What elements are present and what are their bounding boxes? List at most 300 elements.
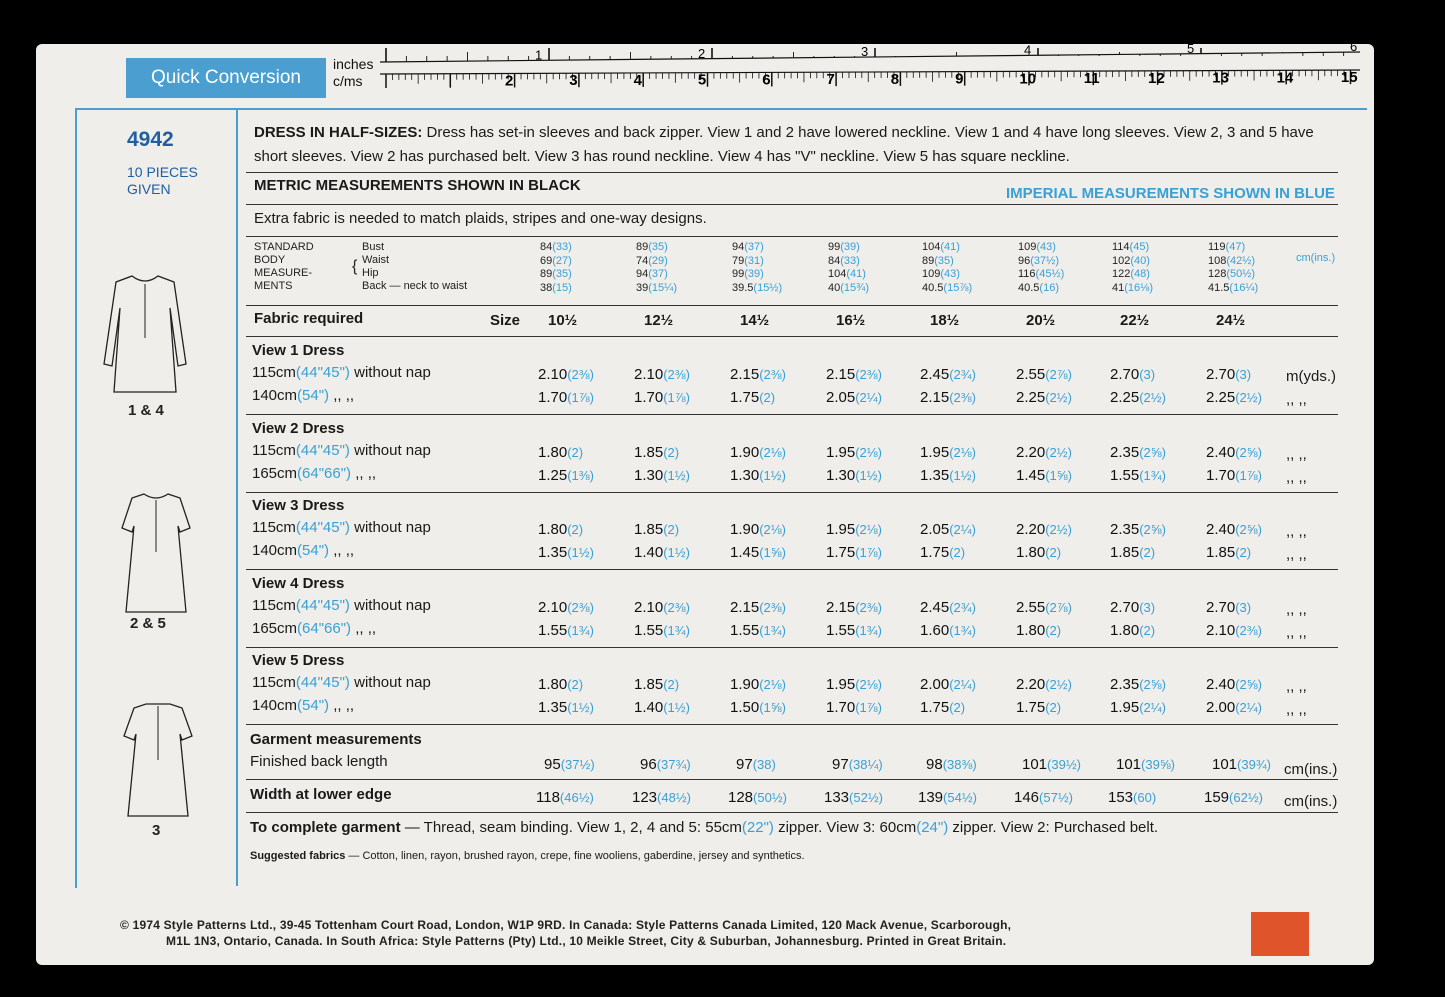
fabric-amount: [826, 676, 882, 693]
ruler-cm-label: 11: [1083, 70, 1100, 88]
fabric-amount-ins: (2): [949, 545, 966, 560]
fabric-width-label: [252, 542, 354, 559]
fabric-amount-ins: (2): [567, 444, 584, 460]
pieces-line: 10 PIECES: [127, 164, 198, 180]
divider: [246, 414, 1338, 415]
fabric-amount-cm: 2.70: [1206, 598, 1236, 616]
standard-value: [732, 282, 782, 295]
fabric-amount-cm: 1.30: [730, 466, 760, 484]
standard-value: [636, 255, 668, 268]
fabric-amount-cm: 1.90: [730, 443, 760, 461]
ruler-cm-label: 8: [890, 70, 900, 88]
fabric-width-label: [252, 387, 354, 404]
fabric-amount: [1206, 699, 1262, 716]
description-title: DRESS IN HALF-SIZES:: [254, 124, 423, 141]
fabric-amount-cm: 1.85: [634, 443, 664, 461]
fabric-amount-ins: (2¼): [1235, 700, 1262, 715]
standard-value-cm: 40: [828, 281, 841, 294]
dress-sketch-short-sleeve: [118, 488, 194, 616]
width-lower-value-cm: 118: [536, 789, 560, 806]
unit-label: cm(ins.): [1284, 793, 1338, 810]
unit-label: cm(ins.): [1284, 761, 1338, 778]
width-lower-value-ins: (50½): [753, 790, 787, 805]
fabric-amount: [634, 544, 690, 561]
fabric-amount-cm: 2.25: [1016, 389, 1046, 406]
size-header: 24½: [1216, 312, 1246, 329]
standard-value-cm: 122: [1112, 268, 1131, 280]
fabric-amount: [1110, 676, 1166, 693]
fabric-amount: [1206, 544, 1251, 561]
size-header: 14½: [740, 312, 770, 329]
fabric-width-cm: 115cm: [252, 674, 296, 691]
pieces-given: [127, 164, 198, 198]
nap-note: without nap: [349, 596, 431, 614]
standard-value: [1208, 241, 1245, 254]
nap-note: ,, ,,: [329, 697, 355, 714]
standard-value-ins: (35): [934, 254, 954, 267]
suggested-fabrics: [250, 850, 805, 862]
width-lower-value-ins: (46½): [559, 790, 594, 805]
back-length-value-ins: (39¾): [1237, 757, 1271, 772]
fabric-amount-ins: (2): [567, 522, 584, 537]
fabric-amount: [1016, 366, 1072, 383]
standard-value-cm: 41.5: [1208, 281, 1230, 294]
standard-value: [922, 268, 960, 281]
fabric-amount-ins: (2): [567, 677, 584, 692]
nap-note: without nap: [349, 441, 431, 459]
fabric-amount: [1206, 366, 1251, 383]
fabric-amount-cm: 1.45: [730, 544, 760, 561]
back-length-value-cm: 96: [640, 756, 657, 773]
width-lower-value-cm: 123: [632, 789, 658, 806]
fabric-amount: [920, 699, 965, 716]
fabric-width-ins: (54"): [297, 697, 330, 714]
fabric-width-label: [252, 519, 431, 536]
fabric-amount: [1206, 467, 1262, 484]
fabric-amount: [1206, 521, 1262, 538]
standard-value: [732, 255, 764, 268]
fabric-amount-cm: 2.00: [920, 676, 950, 693]
fabric-amount-cm: 2.10: [538, 598, 568, 616]
fabric-amount-ins: (2): [1139, 545, 1156, 560]
fabric-amount-ins: (2½): [1045, 444, 1072, 460]
fabric-amount-ins: (2⅛): [759, 444, 786, 460]
fabric-amount-ins: (1¾): [567, 622, 594, 638]
fabric-amount: [538, 467, 594, 484]
standard-value-cm: 89: [636, 241, 649, 253]
standard-value-cm: 96: [1018, 254, 1031, 267]
fabric-amount-cm: 2.10: [1206, 621, 1236, 639]
standard-value-cm: 40.5: [1018, 281, 1040, 294]
fabric-amount: [1016, 599, 1072, 616]
fabric-amount: [538, 366, 594, 383]
fabric-width-cm: 140cm: [252, 387, 298, 404]
fabric-amount: [920, 521, 976, 538]
fabric-amount: [920, 622, 976, 639]
ruler-inch-label: 4: [1024, 42, 1032, 58]
fabric-amount: [920, 676, 976, 693]
fabric-amount: [1016, 544, 1061, 561]
standard-value: [828, 268, 866, 281]
standard-value-cm: 84: [828, 254, 841, 267]
fabric-amount-cm: 1.35: [920, 466, 950, 484]
standard-value-cm: 84: [540, 241, 553, 253]
fabric-amount-cm: 1.30: [826, 466, 856, 484]
fabric-amount-cm: 2.20: [1016, 521, 1046, 538]
ruler-inch-label: 1: [535, 47, 543, 63]
standard-value-ins: (39): [744, 268, 764, 280]
standard-value-ins: (47): [1225, 241, 1246, 253]
fabric-amount-cm: 1.90: [730, 676, 760, 693]
fabric-width-cm: 115cm: [252, 441, 296, 459]
fabric-amount-cm: 1.45: [1016, 466, 1046, 484]
width-lower-value: [824, 789, 883, 806]
unit-label: ,, ,,: [1286, 523, 1307, 540]
divider: [246, 336, 1338, 337]
ruler-inch-label: 2: [698, 45, 706, 61]
fabric-required-label: Fabric required: [254, 310, 364, 327]
fabric-amount-cm: 1.95: [920, 443, 950, 461]
fabric-amount-ins: (1½): [567, 545, 594, 560]
fabric-amount-cm: 1.55: [1110, 466, 1140, 484]
standard-value-ins: (29): [648, 254, 668, 267]
fabric-amount: [1110, 699, 1166, 716]
fabric-amount-cm: 1.85: [634, 521, 664, 538]
unit-label: ,, ,,: [1286, 701, 1307, 718]
ruler-cm-label: 4: [633, 71, 642, 89]
unit-label: ,, ,,: [1286, 623, 1307, 641]
fabric-amount: [826, 521, 882, 538]
standard-row-label: Bust: [362, 241, 385, 253]
back-length-value-cm: 97: [736, 756, 753, 773]
fabric-amount-ins: (2): [1235, 545, 1252, 560]
standard-value-cm: 119: [1208, 241, 1226, 253]
fabric-width-label: [252, 597, 431, 614]
fabric-amount-ins: (2): [759, 390, 776, 405]
fabric-amount: [1016, 622, 1061, 639]
standard-row-label: Waist: [362, 254, 390, 266]
fabric-width-ins: (44"45"): [295, 441, 350, 459]
back-length-value-cm: 98: [926, 756, 943, 773]
ruler-cm-label: 2: [505, 72, 514, 90]
fabric-amount-ins: (2⅛): [949, 444, 976, 460]
width-lower-value-cm: 146: [1014, 789, 1040, 806]
fabric-amount-cm: 1.80: [1016, 544, 1046, 561]
fabric-amount-cm: 1.75: [920, 699, 950, 716]
suggested-text: — Cotton, linen, rayon, brushed rayon, crepe, fine wooliens, gaberdine, jersey and synthetics.: [345, 850, 805, 862]
standard-value-ins: (15¼): [648, 281, 677, 294]
standard-row-label: Hip: [362, 267, 379, 279]
fabric-amount: [730, 444, 786, 461]
fabric-width-ins: (44"45"): [295, 674, 350, 691]
fabric-amount-cm: 2.25: [1110, 389, 1140, 406]
metric-heading: METRIC MEASUREMENTS SHOWN IN BLACK: [254, 177, 581, 194]
fabric-amount: [920, 544, 965, 561]
fabric-amount-cm: 1.95: [826, 676, 856, 693]
width-lower-value-cm: 128: [728, 789, 754, 806]
fabric-amount: [1016, 389, 1072, 406]
standard-label: [254, 241, 314, 293]
fabric-amount-cm: 1.95: [826, 521, 856, 538]
fabric-amount-ins: (2⅜): [759, 367, 786, 382]
view-title: View 1 Dress: [252, 342, 345, 359]
standard-value-cm: 116: [1018, 268, 1036, 280]
back-length-value-cm: 101: [1116, 756, 1142, 773]
fabric-amount: [1206, 599, 1251, 616]
fabric-amount-ins: (2⅜): [663, 367, 690, 382]
standard-value-ins: (35): [552, 268, 572, 280]
standard-value-cm: 79: [732, 254, 745, 267]
fabric-amount-ins: (2): [1045, 545, 1062, 560]
fabric-amount-ins: (2): [1045, 622, 1062, 638]
brace: {: [352, 258, 358, 275]
fabric-amount: [1110, 521, 1166, 538]
fabric-amount-cm: 2.70: [1110, 366, 1140, 383]
fabric-width-cm: 165cm: [252, 464, 298, 482]
standard-value: [828, 255, 860, 268]
standard-value: [540, 241, 572, 254]
standard-value-ins: (41): [940, 241, 960, 253]
size-header: 22½: [1120, 312, 1150, 329]
fabric-width-cm: 140cm: [252, 542, 298, 559]
fabric-amount: [634, 366, 690, 383]
fabric-amount-cm: 1.85: [1206, 544, 1236, 561]
fabric-amount-cm: 2.35: [1110, 521, 1140, 538]
standard-value-ins: (45½): [1035, 268, 1065, 280]
view-label: 2 & 5: [130, 615, 166, 632]
standard-value: [636, 282, 677, 295]
fabric-amount: [1016, 676, 1072, 693]
fabric-amount-cm: 1.70: [538, 389, 568, 406]
width-lower-value-ins: (57½): [1039, 790, 1073, 805]
standard-value-ins: (39): [840, 241, 860, 253]
fabric-amount-cm: 2.70: [1110, 598, 1140, 616]
standard-label-line: BODY: [254, 254, 286, 266]
fabric-amount-cm: 2.15: [826, 598, 856, 616]
size-header: 18½: [930, 312, 960, 329]
fabric-amount-ins: (2¼): [855, 390, 882, 405]
back-length-value: [832, 756, 883, 773]
fabric-amount: [1110, 599, 1155, 616]
fabric-amount-cm: 1.75: [730, 389, 760, 406]
divider: [246, 724, 1338, 725]
back-length-value-ins: (39½): [1047, 757, 1081, 772]
divider: [246, 204, 1338, 205]
standard-value-cm: 109: [1018, 241, 1037, 253]
fabric-width-ins: (44"45"): [295, 364, 350, 381]
back-length-value: [1022, 756, 1081, 773]
fabric-amount-cm: 1.80: [538, 521, 568, 538]
back-length-value: [1116, 756, 1175, 773]
standard-value-cm: 41: [1112, 281, 1125, 294]
nap-note: ,, ,,: [351, 464, 377, 482]
fabric-amount-cm: 1.40: [634, 699, 664, 716]
to-complete-text: zipper. View 2: Purchased belt.: [948, 819, 1159, 836]
fabric-amount: [1206, 389, 1262, 406]
fabric-amount-cm: 1.85: [634, 676, 664, 693]
back-length-value-cm: 97: [832, 756, 849, 773]
fabric-amount-cm: 2.10: [634, 366, 664, 383]
fabric-width-label: [252, 442, 431, 459]
standard-value-cm: 114: [1112, 241, 1130, 253]
standard-value-ins: (16⅛): [1124, 281, 1153, 294]
fabric-amount-ins: (1⅞): [855, 545, 882, 560]
fabric-amount-ins: (2⅛): [855, 444, 882, 460]
standard-value-cm: 94: [636, 268, 649, 280]
fabric-amount: [634, 676, 679, 693]
fabric-amount: [920, 389, 976, 406]
back-length-value-ins: (38⅜): [942, 757, 977, 772]
fabric-amount: [1110, 467, 1166, 484]
fabric-amount-cm: 2.25: [1206, 389, 1236, 406]
fabric-amount: [826, 699, 882, 716]
fabric-amount-cm: 1.35: [538, 699, 568, 716]
back-length-value: [640, 756, 691, 773]
fabric-amount-ins: (2⅝): [1235, 444, 1262, 460]
garment-measurements-heading: Garment measurements: [250, 731, 422, 748]
standard-label-line: MENTS: [254, 280, 293, 292]
standard-value-ins: (16): [1039, 281, 1059, 294]
fabric-amount-cm: 1.70: [826, 699, 856, 716]
fabric-amount-ins: (2½): [1139, 390, 1166, 405]
fabric-amount-cm: 2.45: [920, 598, 950, 616]
fabric-amount-cm: 2.55: [1016, 366, 1046, 383]
fabric-amount-ins: (2): [1139, 622, 1156, 638]
fabric-amount-ins: (2): [663, 677, 680, 692]
fabric-amount-ins: (2¼): [1139, 700, 1166, 715]
ruler-cm-label: 13: [1212, 69, 1229, 87]
fabric-amount: [634, 467, 690, 484]
fabric-amount: [538, 521, 583, 538]
fabric-amount-cm: 1.70: [634, 389, 664, 406]
back-length-value-ins: (39⅝): [1141, 757, 1175, 772]
width-lower-value: [536, 789, 594, 806]
standard-value-ins: (33): [552, 241, 572, 253]
fabric-amount-ins: (2⅜): [949, 390, 976, 405]
fabric-amount-ins: (2⅛): [855, 677, 882, 692]
fabric-amount-cm: 2.00: [1206, 699, 1236, 716]
fabric-amount-cm: 2.45: [920, 366, 950, 383]
unit-label: ,, ,,: [1286, 468, 1307, 486]
fabric-amount-cm: 2.70: [1206, 366, 1236, 383]
fabric-amount-ins: (1⅞): [567, 390, 594, 405]
unit-label: ,, ,,: [1286, 391, 1307, 408]
standard-row-label: Back — neck to waist: [362, 280, 468, 292]
fabric-amount: [1110, 366, 1155, 383]
zipper-inches: (22"): [741, 819, 774, 836]
fabric-amount: [730, 599, 786, 616]
nap-note: ,, ,,: [329, 387, 355, 404]
fabric-width-cm: 165cm: [252, 619, 298, 637]
to-complete-line: [250, 819, 1158, 836]
pieces-line: GIVEN: [127, 181, 171, 197]
standard-label-line: MEASURE-: [254, 267, 313, 279]
width-lower-value-cm: 159: [1204, 789, 1230, 806]
fabric-amount: [826, 544, 882, 561]
fabric-width-ins: (64"66"): [297, 464, 352, 482]
ruler-cm-label: 9: [955, 70, 964, 88]
ruler-cm-label: 10: [1019, 70, 1037, 88]
fabric-amount-ins: (1⅝): [1045, 467, 1072, 483]
fabric-width-cm: 140cm: [252, 697, 298, 714]
fabric-amount-cm: 1.80: [538, 676, 568, 693]
fabric-amount: [634, 444, 679, 461]
view-title: View 4 Dress: [252, 574, 345, 592]
back-length-value-ins: (37½): [560, 757, 595, 772]
standard-value: [1018, 282, 1059, 295]
ruler-cm-label: 15: [1340, 69, 1358, 87]
fabric-amount-ins: (2⅜): [855, 367, 882, 382]
width-lower-value-ins: (60): [1133, 790, 1157, 805]
view-title: View 3 Dress: [252, 497, 345, 514]
standard-value-cm: 39.5: [732, 281, 754, 294]
fabric-amount: [730, 544, 786, 561]
standard-value-ins: (43): [1036, 241, 1056, 253]
fabric-amount-cm: 2.40: [1206, 521, 1236, 538]
fabric-amount-cm: 1.55: [826, 621, 856, 639]
fabric-amount-ins: (1½): [949, 467, 976, 483]
fabric-amount-ins: (2⅝): [1139, 444, 1166, 460]
fabric-amount-ins: (2½): [1235, 390, 1262, 405]
fabric-amount-ins: (2½): [1045, 522, 1072, 537]
standard-label-line: STANDARD: [254, 241, 314, 253]
view-label: 3: [152, 822, 161, 839]
standard-value-ins: (42½): [1226, 254, 1256, 267]
fabric-amount-ins: (1⅞): [855, 700, 882, 715]
fabric-amount-cm: 2.20: [1016, 443, 1046, 461]
fabric-amount-cm: 2.10: [634, 598, 664, 616]
fabric-width-label: [252, 364, 431, 381]
quick-conversion-banner: Quick Conversion: [126, 58, 326, 98]
back-length-value-cm: 101: [1212, 756, 1238, 773]
fabric-amount-cm: 1.55: [538, 621, 568, 639]
fabric-amount-cm: 2.40: [1206, 443, 1236, 461]
fabric-amount-cm: 2.15: [730, 598, 760, 616]
fabric-amount: [730, 699, 786, 716]
width-lower-value: [632, 789, 691, 806]
ruler-inch-label: 6: [1350, 39, 1358, 55]
standard-value: [1208, 268, 1255, 281]
fabric-amount-ins: (2⅞): [1045, 599, 1072, 615]
width-lower-value-ins: (54½): [943, 790, 977, 805]
back-length-label: Finished back length: [250, 753, 388, 770]
fabric-amount-ins: (2¾): [949, 599, 976, 615]
width-lower-value: [1204, 789, 1263, 806]
standard-value-ins: (37½): [1030, 254, 1059, 267]
fabric-amount-cm: 2.05: [920, 521, 950, 538]
fabric-amount: [1206, 622, 1262, 639]
standard-value-ins: (40): [1130, 254, 1150, 267]
fabric-amount-ins: (2⅝): [1139, 522, 1166, 537]
nap-note: without nap: [349, 364, 431, 381]
fabric-amount: [538, 676, 583, 693]
fabric-amount: [920, 599, 976, 616]
fabric-amount-cm: 1.25: [538, 466, 568, 484]
fabric-amount-ins: (2⅝): [1235, 522, 1262, 537]
fabric-amount: [920, 467, 976, 484]
standard-unit: cm(ins.): [1296, 252, 1336, 264]
back-length-value-ins: (38¼): [848, 757, 883, 772]
standard-value: [636, 241, 668, 254]
fabric-amount-cm: 1.75: [1016, 699, 1046, 716]
standard-value: [1018, 255, 1059, 268]
standard-value-ins: (15⅞): [943, 281, 973, 294]
fabric-amount-ins: (2⅝): [1235, 677, 1262, 692]
fabric-amount: [538, 389, 594, 406]
fabric-amount-ins: (2⅜): [1235, 622, 1262, 638]
fabric-amount-ins: (2⅜): [855, 599, 882, 615]
fabric-amount-ins: (1¾): [663, 622, 690, 638]
